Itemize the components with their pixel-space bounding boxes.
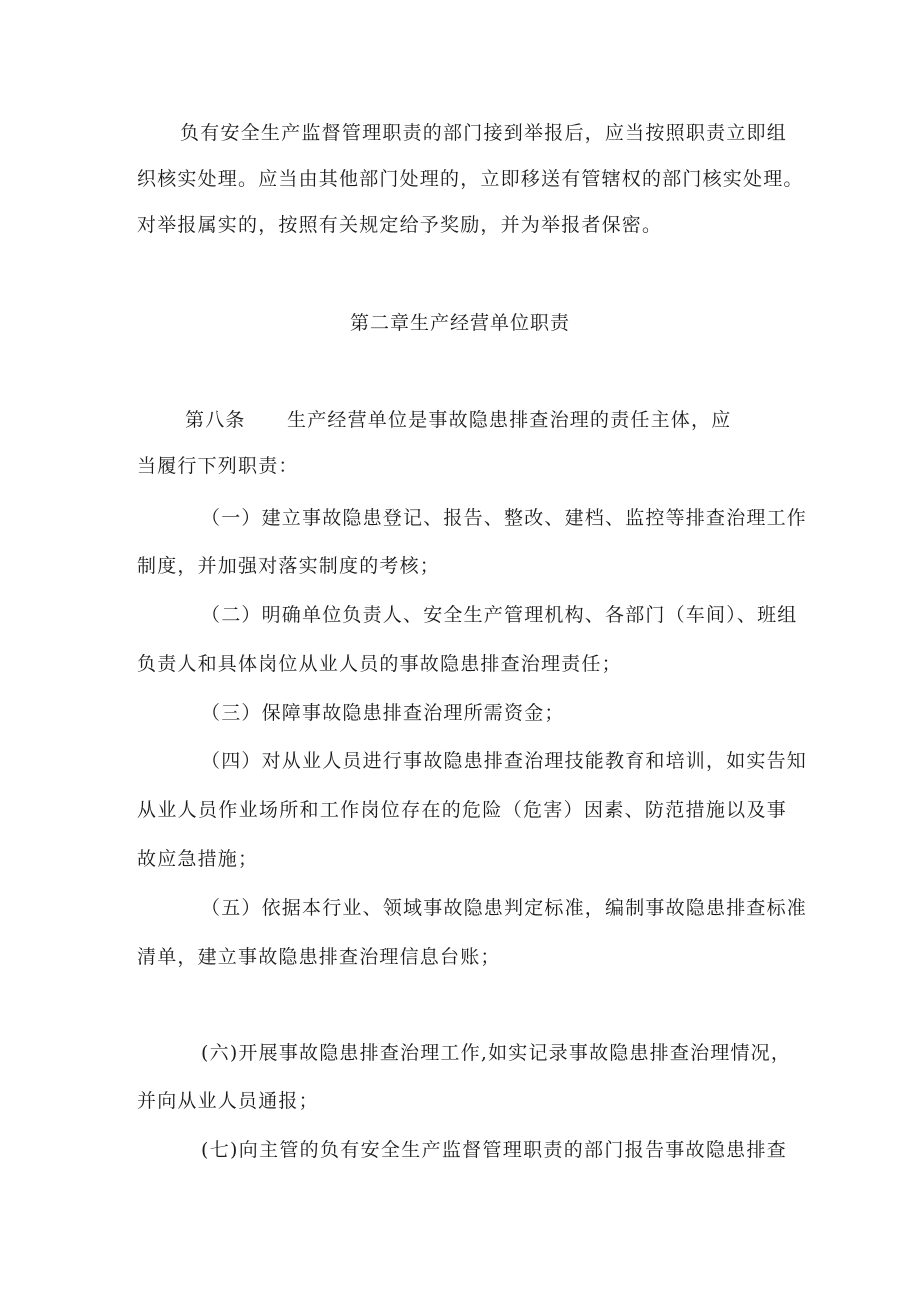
item-3-line-1: （三）保障事故隐患排查治理所需资金； [201,702,565,724]
paragraph-1-line-2: 织核实处理。应当由其他部门处理的，立即移送有管辖权的部门核实处理。 [137,168,804,190]
item-7-line-1: (七)向主管的负有安全生产监督管理职责的部门报告事故隐患排查 [201,1139,787,1161]
item-4-line-3: 故应急措施； [137,848,259,870]
item-4-line-2: 从业人员作业场所和工作岗位存在的危险（危害）因素、防范措施以及事 [137,799,787,821]
item-1-line-1: （一）建立事故隐患登记、报告、整改、建档、监控等排查治理工作 [201,507,808,529]
paragraph-1-line-1: 负有安全生产监督管理职责的部门接到举报后，应当按照职责立即组 [180,122,787,144]
item-4-line-1: （四）对从业人员进行事故隐患排查治理技能教育和培训，如实告知 [201,750,808,772]
item-1-line-2: 制度，并加强对落实制度的考核； [137,555,441,577]
item-6-line-2: 并向从业人员通报； [137,1090,319,1112]
item-2-line-1: （二）明确单位负责人、安全生产管理机构、各部门（车间）、班组 [201,604,798,626]
article-8-label: 第八条 [185,409,246,431]
item-5-line-1: （五）依据本行业、领域事故隐患判定标准，编制事故隐患排查标准 [201,897,808,919]
item-6-line-1: (六)开展事故隐患排查治理工作,如实记录事故隐患排查治理情况， [201,1042,792,1064]
paragraph-1-line-3: 对举报属实的，按照有关规定给予奖励，并为举报者保密。 [137,214,663,236]
item-5-line-2: 清单，建立事故隐患排查治理信息台账； [137,946,501,968]
article-8-line-1: 生产经营单位是事故隐患排查治理的责任主体，应 [287,409,732,431]
article-8-line-2: 当履行下列职责： [137,455,299,477]
chapter-heading: 第二章生产经营单位职责 [349,312,570,334]
item-2-line-2: 负责人和具体岗位从业人员的事故隐患排查治理责任； [137,653,622,675]
